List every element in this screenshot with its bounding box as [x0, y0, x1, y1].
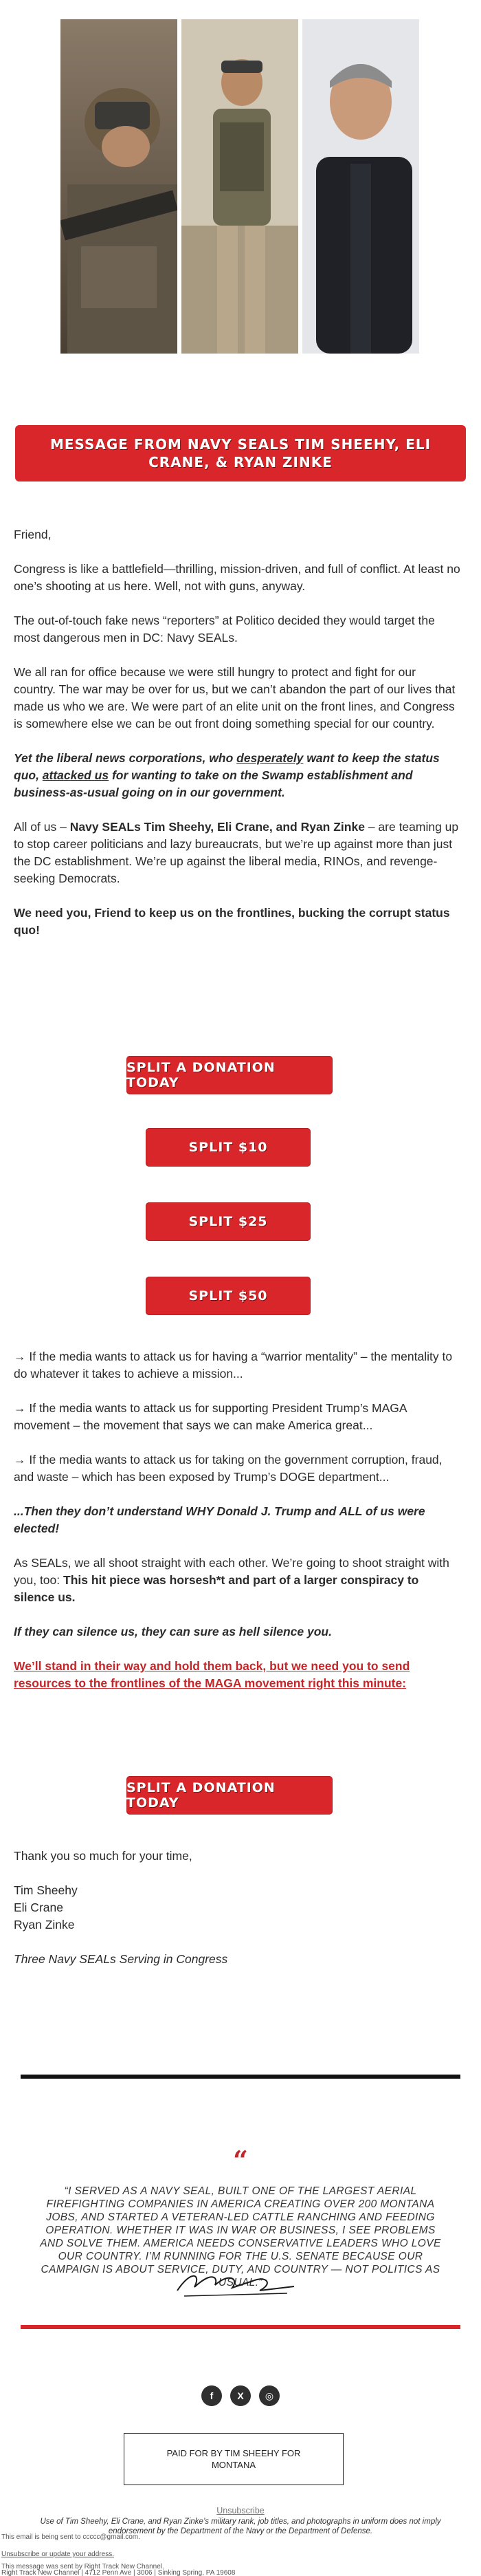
- signer-3: Ryan Zinke: [14, 1918, 75, 1931]
- sent-by-text: This message was sent by Right Track New Channel.: [1, 2563, 164, 2570]
- disclaimer-text: Use of Tim Sheehy, Eli Crane, and Ryan Zinke’s military rank, job titles, and photographs in uniform does not imply endorsement by the Department of the Navy or the Department of Defense.: [40, 2518, 441, 2535]
- instagram-icon[interactable]: ◎: [259, 2385, 280, 2406]
- unsubscribe-link[interactable]: Unsubscribe: [216, 2506, 265, 2515]
- photo-soldier-rifle: [60, 19, 177, 354]
- resources-link[interactable]: We’ll stand in their way and hold them back, but we need you to send resources to the frontlines of the MAGA movement right this minute:: [14, 1659, 410, 1690]
- p4-text: want to keep the status quo,: [14, 751, 440, 782]
- p5-text: – are teaming up to stop career politicians and lazy bureaucrats, but we’re up against more than just the DC establishment. We’re up against the liberal media, RINOs, and revenge-seeking Democrats.: [14, 820, 459, 885]
- signature-image: [164, 2263, 308, 2304]
- p4-text: for wanting to take on the Swamp establishment and business-as-usual going on in our government.: [14, 768, 413, 799]
- top-divider: [21, 2075, 460, 2079]
- sender-address: Right Track New Channel | 4712 Penn Ave | 3006 | Sinking Spring, PA 19608: [1, 2569, 236, 2576]
- split-donation-button[interactable]: SPLIT A DONATION TODAY: [126, 1056, 333, 1094]
- split-10-button[interactable]: SPLIT $10: [146, 1128, 311, 1167]
- p5-text: All of us –: [14, 820, 70, 834]
- paragraph-9: → If the media wants to attack us for taking on the government corruption, fraud, and waste – which has been exposed by Trump’s DOGE department...: [14, 1453, 443, 1484]
- paid-for-box: [124, 2433, 344, 2485]
- paragraph-11: [14, 1555, 460, 1606]
- paragraph-2: The out-of-touch fake news “reporters” at Politico decided they would target the most dangerous men in DC: Navy SEALs.: [14, 614, 435, 645]
- sign-off: [14, 1848, 460, 1968]
- paragraph-3: We all ran for office because we were still hungry to protect and fight for our country. The war may be over for us, but we can’t abandon the part of our lives that made us who we are. We were part of an elite unit on the front lines, and Congress is somewhere else we can be out front doing something special for our country.: [14, 665, 456, 730]
- thanks-line: Thank you so much for your time,: [14, 1849, 192, 1863]
- social-links: [0, 2385, 481, 2406]
- paragraph-6: We need you, Friend to keep us on the frontlines, bucking the corrupt status quo!: [14, 906, 450, 937]
- bottom-divider: [21, 2325, 460, 2329]
- split-25-button[interactable]: SPLIT $25: [146, 1202, 311, 1241]
- p4-text: Yet the liberal news corporations, who: [14, 751, 237, 765]
- facebook-icon[interactable]: f: [201, 2385, 222, 2406]
- paragraph-4: [14, 750, 460, 801]
- quote-mark-icon: “: [233, 2145, 248, 2176]
- paragraph-10: ...Then they don’t understand WHY Donald J. Trump and ALL of us were elected!: [14, 1504, 425, 1535]
- sent-to-text: This email is being sent to ccccc@gmail.com.: [1, 2533, 140, 2541]
- letter-body-top: [14, 526, 460, 956]
- paragraph-5: [14, 819, 460, 887]
- split-50-button[interactable]: SPLIT $50: [146, 1277, 311, 1315]
- signer-1: Tim Sheehy: [14, 1883, 78, 1897]
- p5-names: Navy SEALs Tim Sheehy, Eli Crane, and Ryan Zinke: [69, 820, 365, 834]
- paragraph-12: If they can silence us, they can sure as hell silence you.: [14, 1625, 332, 1638]
- campaign-quote: “I SERVED AS A NAVY SEAL, BUILT ONE OF THE LARGEST AERIAL FIREFIGHTING COMPANIES IN AMERICA CREATING OVER 200 MONTANA JOBS, AND STARTED A VETERAN-LED CATTLE RANCHING AND FEEDING OPERATION. WHETHER IT WAS IN WAR OR BUSINESS, I SEE PROBLEMS AND SOLVE THEM. AMERICA NEEDS CONSERVATIVE LEADERS WHO LOVE OUR COUNTRY. I’M RUNNING FOR THE U.S. SENATE BECAUSE OUR CAMPAIGN IS ABOUT SERVICE, DUTY, AND COUNTRY — NOT POLITICS AS USUAL.”: [40, 2185, 441, 2288]
- p11-bold: This hit piece was horsesh*t and part of a larger conspiracy to silence us.: [14, 1573, 419, 1604]
- headline-text: MESSAGE FROM NAVY SEALS TIM SHEEHY, ELI CRANE, & RYAN ZINKE: [49, 436, 432, 470]
- update-address-link[interactable]: Unsubscribe or update your address.: [1, 2551, 114, 2558]
- signer-title: Three Navy SEALs Serving in Congress: [14, 1952, 228, 1966]
- split-donation-button-2[interactable]: SPLIT A DONATION TODAY: [126, 1776, 333, 1815]
- signer-2: Eli Crane: [14, 1901, 63, 1914]
- p11-text: As SEALs, we all shoot straight with each other. We’re going to shoot straight with you, too:: [14, 1556, 449, 1587]
- paragraph-1: Congress is like a battlefield—thrilling, mission-driven, and full of conflict. At least no one’s shooting at us here. Well, not with guns, anyway.: [14, 562, 460, 593]
- p4-emphasis: desperately: [236, 751, 304, 765]
- paid-for-text: PAID FOR BY TIM SHEEHY FOR MONTANA: [166, 2448, 301, 2470]
- x-twitter-icon[interactable]: X: [230, 2385, 251, 2406]
- paragraph-8: → If the media wants to attack us for supporting President Trump’s MAGA movement – the movement that says we can make America great...: [14, 1401, 407, 1432]
- hero-photos: [60, 19, 419, 354]
- letter-body-middle: [14, 1348, 460, 1709]
- p4-emphasis: attacked us: [42, 768, 109, 782]
- headline-banner: [15, 425, 466, 481]
- photo-soldier-uniform: [181, 19, 298, 354]
- paragraph-7: → If the media wants to attack us for having a “warrior mentality” – the mentality to do whatever it takes to achieve a mission...: [14, 1350, 453, 1381]
- greeting: Friend,: [14, 528, 52, 541]
- photo-man-vest: [302, 19, 419, 354]
